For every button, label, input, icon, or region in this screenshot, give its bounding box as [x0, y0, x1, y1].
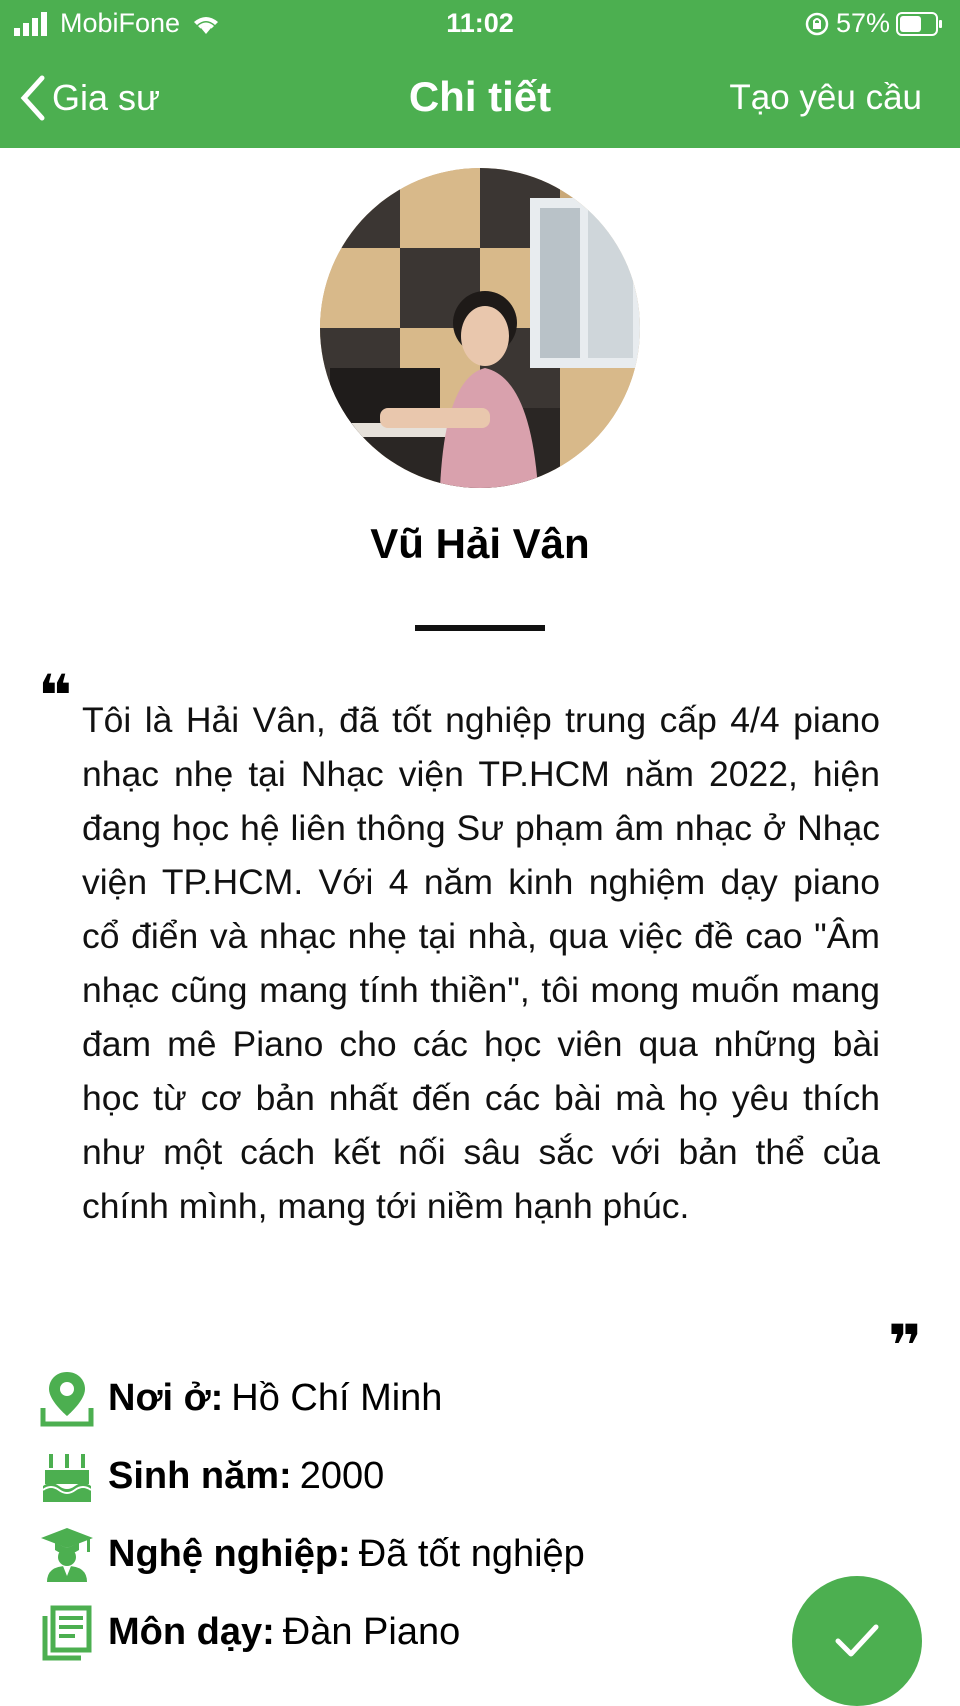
- detail-birth-year: [38, 1440, 758, 1512]
- checkmark-icon: [832, 1621, 882, 1661]
- tutor-bio: Tôi là Hải Vân, đã tốt nghiệp trung cấp 4/4 piano nhạc nhẹ tại Nhạc viện TP.HCM năm 2022, hiện đang học hệ liên thông Sư phạm âm nhạc ở Nhạc viện TP.HCM. Với 4 năm kinh nghiệm dạy piano cổ điển và nhạc nhẹ tại nhà, qua việc đề cao "Âm nhạc cũng mang tính thiền", tôi mong muốn mang đam mê Piano cho các học viên qua những bài học từ cơ bản nhất đến các bài mà họ yêu thích như một cách kết nối sâu sắc với bản thể của chính mình, mang tới niềm hạnh phúc.: [82, 700, 880, 1226]
- page-title: Chi tiết: [408, 73, 552, 120]
- battery-percent: 57%: [835, 8, 890, 38]
- detail-label: Môn dạy:: [108, 1610, 275, 1653]
- detail-label: Nơi ở:: [108, 1376, 224, 1419]
- tutor-photo: [320, 168, 640, 488]
- app-header: [0, 0, 960, 148]
- back-label: Gia sư: [52, 77, 161, 118]
- clock: 11:02: [446, 8, 514, 38]
- book-icon: [38, 1602, 96, 1662]
- create-request-button[interactable]: Tạo yêu cầu: [729, 78, 922, 117]
- tutor-name: Vũ Hải Vân: [370, 520, 590, 567]
- status-bar: [0, 0, 960, 48]
- detail-value: 2000: [299, 1454, 385, 1497]
- detail-value: Đã tốt nghiệp: [358, 1532, 585, 1575]
- confirm-button[interactable]: [792, 1576, 922, 1706]
- navigation-bar: [0, 68, 960, 128]
- detail-occupation: [38, 1518, 758, 1590]
- birthday-cake-icon: [38, 1446, 96, 1506]
- graduate-icon: [38, 1524, 96, 1584]
- detail-value: Hồ Chí Minh: [231, 1376, 443, 1419]
- detail-residence: [38, 1362, 758, 1434]
- status-right: [804, 8, 944, 39]
- rotation-lock-icon: [804, 11, 830, 37]
- divider: [415, 625, 545, 631]
- quote-close-icon: ❞: [888, 1314, 923, 1379]
- detail-label: Nghệ nghiệp:: [108, 1532, 351, 1575]
- carrier-name: MobiFone: [60, 8, 181, 38]
- battery-icon: [896, 11, 944, 37]
- quote-open-icon: ❝: [38, 664, 73, 729]
- detail-label: Sinh năm:: [108, 1454, 292, 1497]
- location-pin-icon: [38, 1368, 96, 1428]
- detail-value: Đàn Piano: [282, 1610, 461, 1653]
- detail-subject: [38, 1596, 758, 1668]
- avatar: [320, 168, 640, 488]
